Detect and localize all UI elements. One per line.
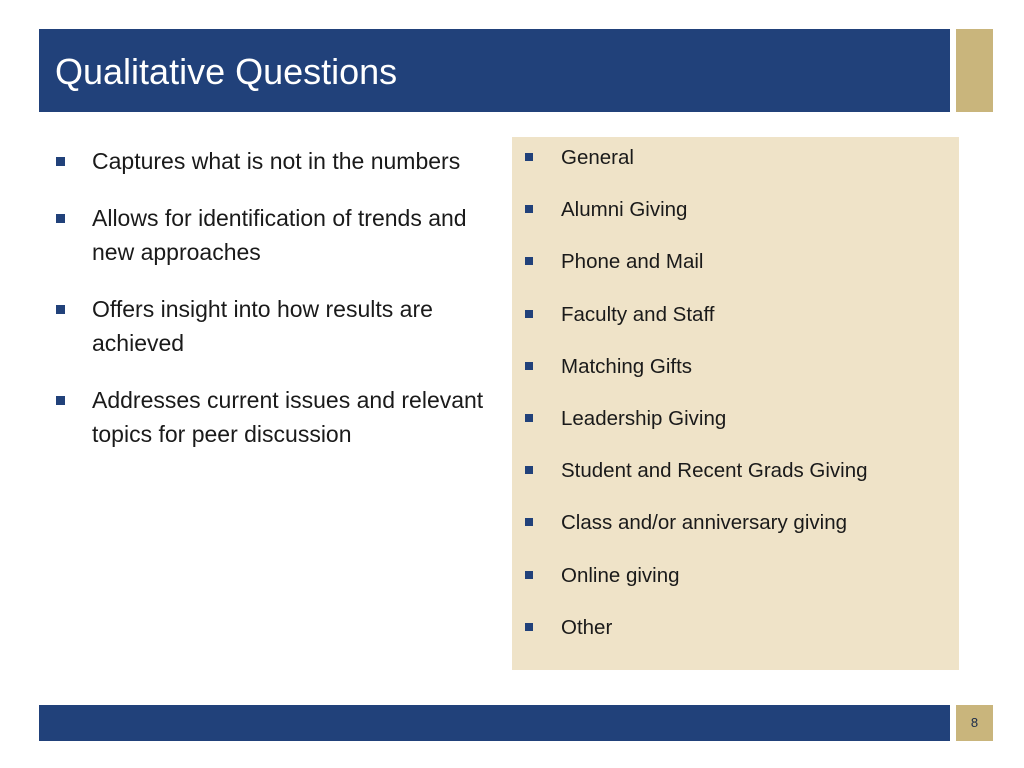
square-bullet-icon [525,518,533,526]
category-label: Phone and Mail [561,250,704,274]
category-label: Other [561,615,613,639]
category-label: Student and Recent Grads Giving [561,459,868,483]
category-item [524,350,868,402]
list-item-text: Offers insight into how results are achieved [92,296,433,356]
category-item [524,402,868,454]
square-bullet-icon [525,310,533,318]
square-bullet-icon [56,305,65,314]
list-item-text: Allows for identification of trends and new approaches [92,205,467,265]
category-item [524,193,868,245]
list-item [55,292,485,360]
square-bullet-icon [525,153,533,161]
square-bullet-icon [525,257,533,265]
category-list [524,141,868,663]
title-bar [39,29,950,112]
list-item [55,144,485,178]
accent-block-top [956,29,993,112]
square-bullet-icon [525,414,533,422]
square-bullet-icon [525,466,533,474]
category-item [524,454,868,506]
accent-block-bottom [956,705,993,741]
category-label: Faculty and Staff [561,302,715,326]
square-bullet-icon [525,571,533,579]
category-item [524,141,868,193]
category-label: General [561,146,634,169]
list-item [55,201,485,269]
list-item-text: Addresses current issues and relevant topics for peer discussion [92,387,484,447]
category-item [524,559,868,611]
category-item [524,245,868,297]
footer-bar [39,705,950,741]
square-bullet-icon [56,157,65,166]
category-item [524,298,868,350]
left-bullet-list [55,144,485,474]
square-bullet-icon [525,623,533,631]
category-item [524,506,868,558]
square-bullet-icon [56,396,65,405]
square-bullet-icon [525,362,533,370]
category-label: Class and/or anniversary giving [561,511,847,535]
slide-title: Qualitative Questions [55,51,398,92]
list-item-text: Captures what is not in the numbers [92,148,461,174]
list-item [55,383,485,451]
square-bullet-icon [525,205,533,213]
category-item [524,611,868,663]
category-label: Leadership Giving [561,406,727,430]
category-panel [512,137,959,670]
square-bullet-icon [56,214,65,223]
category-label: Alumni Giving [561,198,688,222]
category-label: Matching Gifts [561,354,693,378]
category-label: Online giving [561,563,680,587]
page-number: 8 [970,715,979,730]
